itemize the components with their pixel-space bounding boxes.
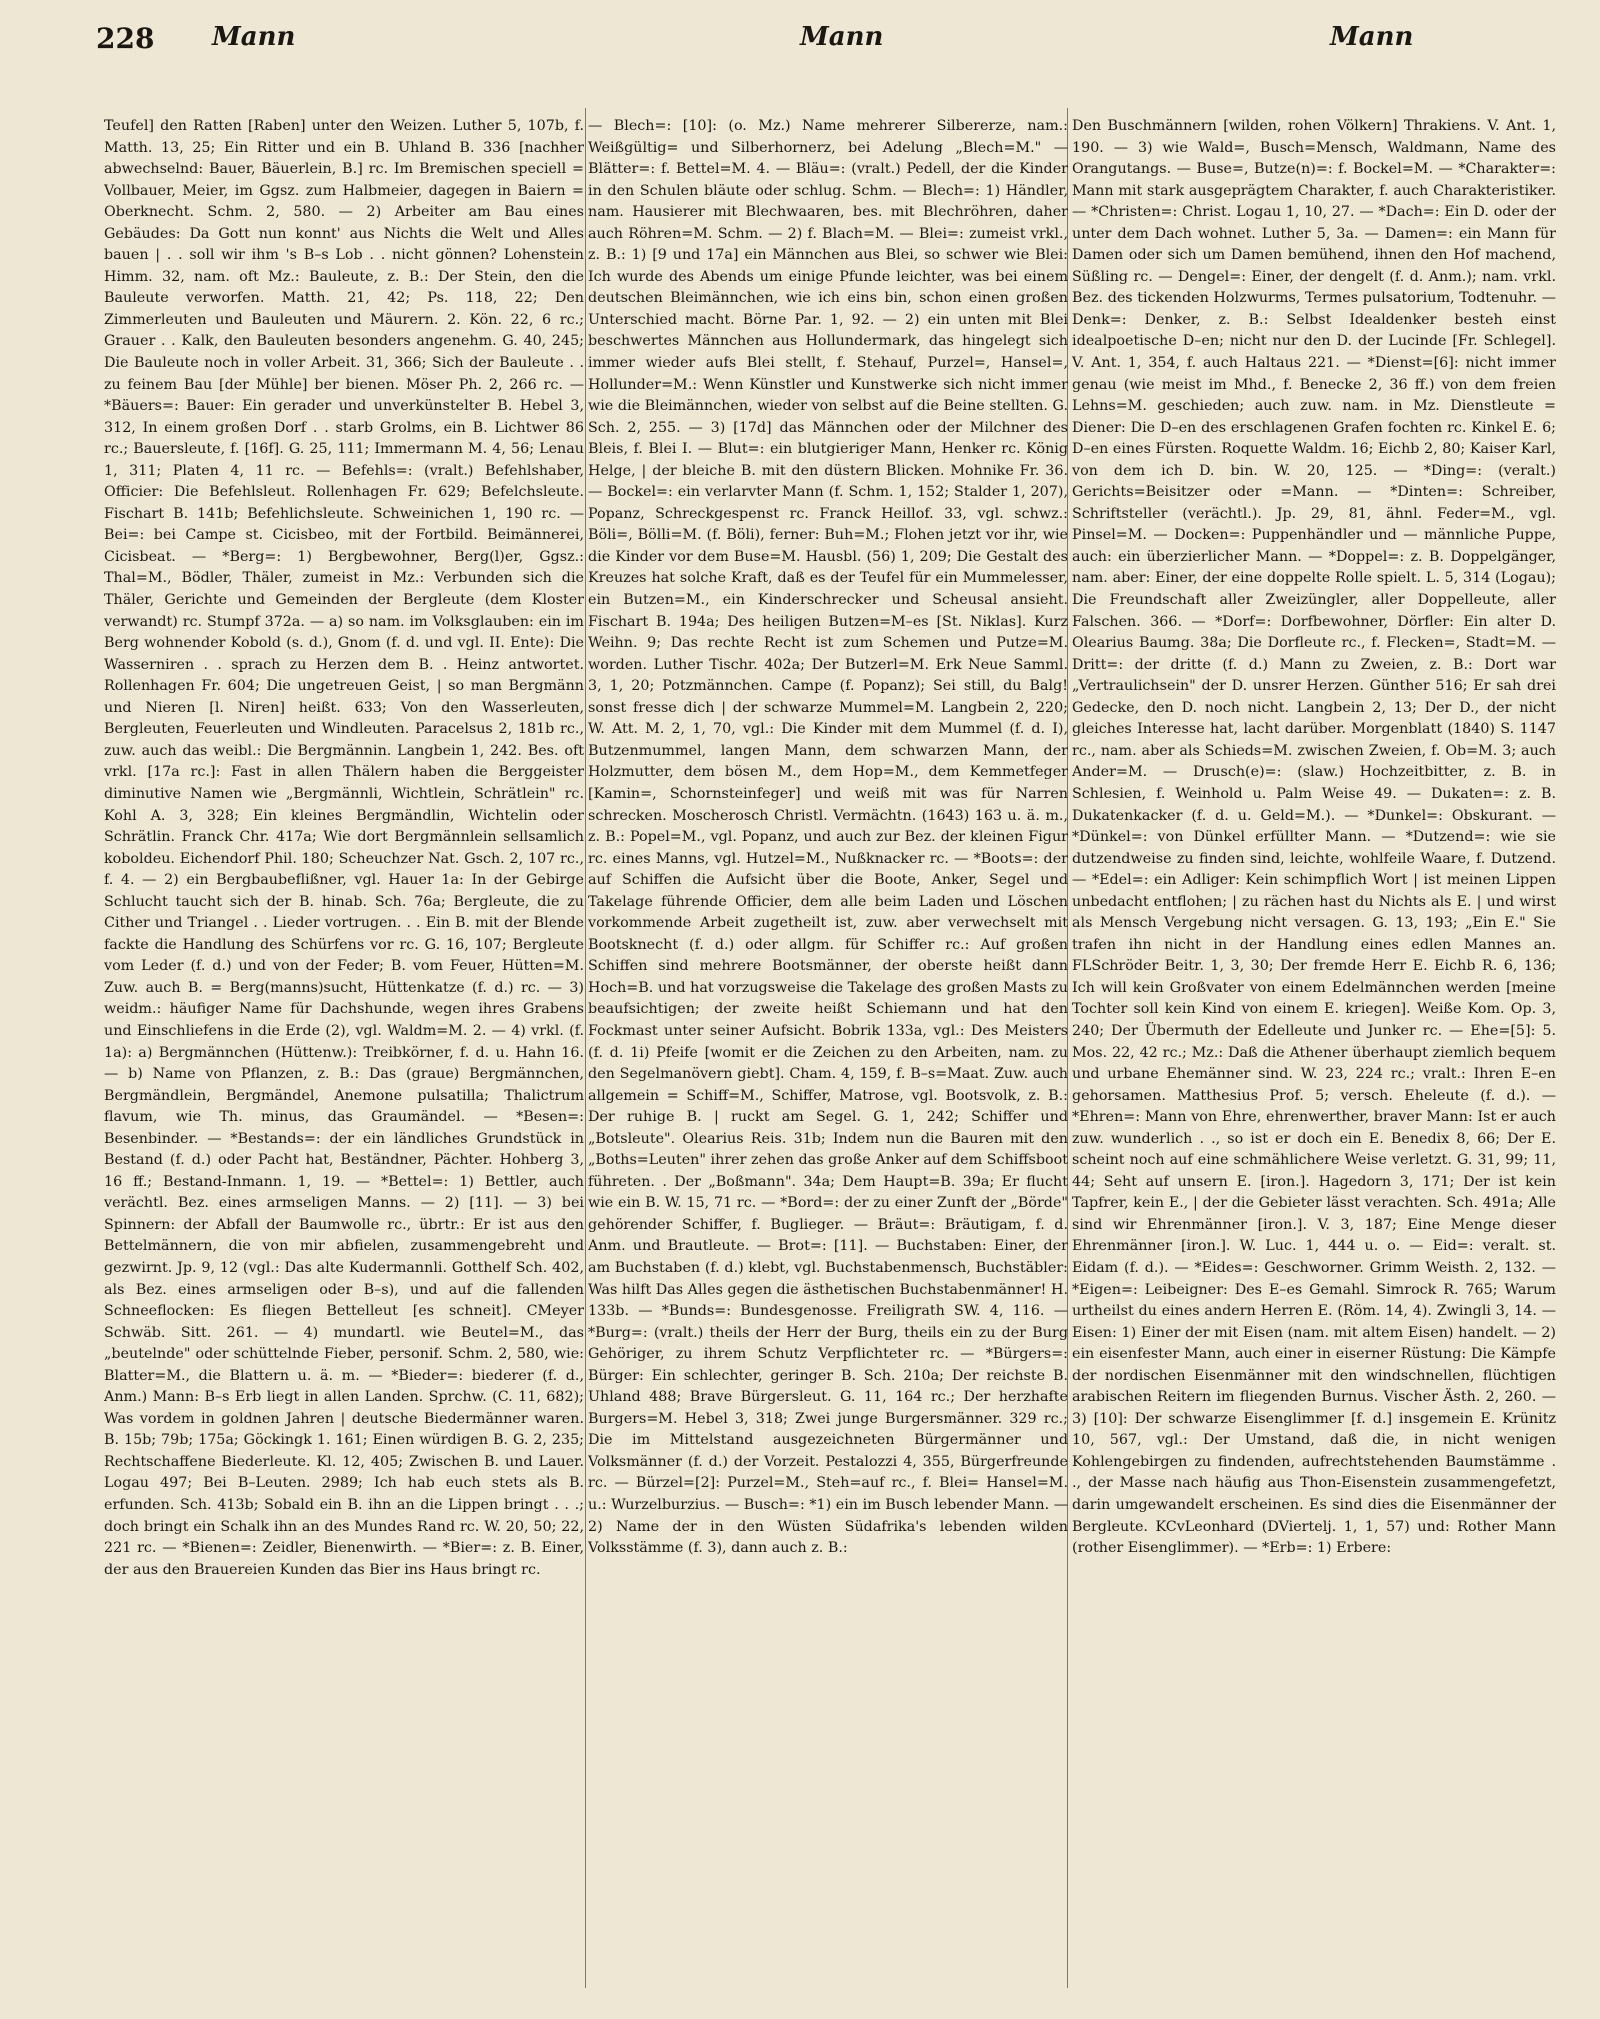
- text-column-left: [104, 116, 584, 1986]
- text-column-middle: [588, 116, 1068, 1986]
- column-text: — Blech=: [10]: (o. Mz.) Name mehrerer Silbererze, nam.: Weißgültig= und Silberhornerz, bei Adelung „Blech=M." — Blätter=: f. Bettel=M. 4. — Bläu=: (vralt.) Pedell, der die Kinder in den Schulen bläute oder schlug. Schm. — Blech=: 1) Händler, nam. Hausierer mit Blechwaaren, bes. mit Blechröhren, daher auch Röhren=M. Schm. — 2) f. Blach=M. — Blei=: zumeist vrkl., z. B.: 1) [9 und 17a] ein Männchen aus Blei, so schwer wie Blei: Ich wurde des Abends um einige Pfunde leichter, was bei einem deutschen Bleimännchen, wie ich eins bin, schon einen großen Unterschied macht. Börne Par. 1, 92. — 2) ein unten mit Blei beschwertes Männchen aus Hollundermark, das hingelegt sich immer wieder aufs Blei stellt, f. Stehauf, Purzel=, Hansel=, Hollunder=M.: Wenn Künstler und Kunstwerke sich nicht immer wie die Bleimännchen, wieder von selbst auf die Beine stellten. G. Sch. 2, 255. — 3) [17d] das Männchen oder der Milchner des Bleis, f. Blei I. — Blut=: ein blutgieriger Mann, Henker rc. König Helge, | der bleiche B. mit den düstern Blicken. Mohnike Fr. 36. — Bockel=: ein verlarvter Mann (f. Schm. 1, 152; Stalder 1, 207), Popanz, Schreckgespenst rc. Franck Heillof. 33, vgl. schwz.: Böli=, Bölli=M. (f. Böli), ferner: Buh=M.; Flohen jetzt vor ihr, wie die Kinder vor dem Buse=M. Hausbl. (56) 1, 209; Die Gestalt des Kreuzes hat solche Kraft, daß es der Teufel für ein Mummelesser, ein Butzen=M., ein Kinderschrecker und Scheusal ansieht. Fischart B. 194a; Des heiligen Butzen=M–es [St. Niklas]. Kurz Weihn. 9; Das rechte Recht ist zum Schemen und Putze=M. worden. Luther Tischr. 402a; Der Butzerl=M. Erk Neue Samml. 3, 1, 20; Potzmännchen. Campe (f. Popanz); Sei still, du Balg! sonst fresse dich | der schwarze Mummel=M. Langbein 2, 220; W. Att. M. 2, 1, 70, vgl.: Die Kinder mit dem Mummel (f. d. I), Butzenmummel, langen Mann, dem schwarzen Mann, der Holzmutter, dem bösen M., dem Hop=M., dem Kemmetfeger [Kamin=, Schornsteinfeger] und weiß mit was für Narren schrecken. Moscherosch Christl. Vermächtn. (1643) 163 u. ä. m., z. B.: Popel=M., vgl. Popanz, und auch zur Bez. der kleinen Figur rc. eines Manns, vgl. Hutzel=M., Nußknacker rc. — *Boots=: der auf Schiffen die Aufsicht über die Boote, Anker, Segel und Takelage führende Officier, dem alle beim Laden und Löschen vorkommende Arbeit zugetheilt ist, zuw. aber verwechselt mit Bootsknecht (f. d.) oder allgm. für Schiffer rc.: Auf großen Schiffen sind mehrere Bootsmänner, der oberste heißt dann Hoch=B. und hat vorzugsweise die Takelage des großen Masts zu beaufsichtigen; der zweite heißt Schiemann und hat den Fockmast unter seiner Aufsicht. Bobrik 133a, vgl.: Des Meisters (f. d. 1i) Pfeife [womit er die Zeichen zu den Arbeiten, nam. zu den Segelmanövern giebt]. Cham. 4, 159, f. B–s=Maat. Zuw. auch allgemein = Schiff=M., Schiffer, Matrose, vgl. Bootsvolk, z. B.: Der ruhige B. | ruckt am Segel. G. 1, 242; Schiffer und „Botsleute". Olearius Reis. 31b; Indem nun die Bauren mit den „Boths=Leuten" ihrer zehen das große Anker auf dem Schiffsboot führeten. . Der „Boßmann". 34a; Dem Haupt=B. 39a; Er flucht wie ein B. W. 15, 71 rc. — *Bord=: der zu einer Zunft der „Börde" gehörender Schiffer, f. Buglieger. — Bräut=: Bräutigam, f. d. Anm. und Brautleute. — Brot=: [11]. — Buchstaben: Einer, der am Buchstaben (f. d.) klebt, vgl. Buchstabenmensch, Buchstäbler: Was hilft Das Alles gegen die ästhetischen Buchstabenmänner! H. 133b. — *Bunds=: Bundesgenosse. Freiligrath SW. 4, 116. — *Burg=: (vralt.) theils der Herr der Burg, theils ein zu der Burg Gehöriger, zu ihrem Schutz Verpflichteter rc. — *Bürgers=: Bürger: Ein schlechter, geringer B. Sch. 210a; Der reichste B. Uhland 488; Brave Bürgersleut. G. 11, 164 rc.; Der herzhafte Burgers=M. Hebel 3, 318; Zwei junge Burgersmänner. 329 rc.; Die im Mittelstand ausgezeichneten Bürgermänner und Volksmänner (f. d.) der Vorzeit. Pestalozzi 4, 355, Bürgerfreunde rc. — Bürzel=[2]: Purzel=M., Steh=auf rc., f. Blei= Hansel=M. u.: Wurzelburzius. — Busch=: *1) ein im Busch lebender Mann. — 2) Name der in den Wüsten Südafrika's lebenden wilden Volksstämme (f. 3), dann auch z. B.:: [588, 118, 1068, 1557]
- column-text: Teufel] den Ratten [Raben] unter den Weizen. Luther 5, 107b, f. Matth. 13, 25; Ein Ritter und ein B. Uhland B. 336 [nachher abwechselnd: Bauer, Bäuerlein, B.] rc. Im Bremischen speciell = Vollbauer, Meier, im Ggsz. zum Halbmeier, dagegen in Baiern = Oberknecht. Schm. 2, 580. — 2) Arbeiter am Bau eines Gebäudes: Da Gott nun konnt' aus Nichts die Welt und Alles bauen | . . soll wir ihm 's B–s Lob . . nicht gönnen? Lohenstein Himm. 32, nam. oft Mz.: Bauleute, z. B.: Der Stein, den die Bauleute verworfen. Matth. 21, 42; Ps. 118, 22; Den Zimmerleuten und Bauleuten und Mäurern. 2. Kön. 22, 6 rc.; Grauer . . Kalk, den Bauleuten besonders angenehm. G. 40, 245; Die Bauleute noch in voller Arbeit. 31, 366; Sich der Bauleute . . zu feinem Bau [der Mühle] ber bienen. Möser Ph. 2, 266 rc. — *Bäuers=: Bauer: Ein gerader und unverkünstelter B. Hebel 3, 312, In einem großen Dorf . . starb Grolms, ein B. Lichtwer 86 rc.; Bauersleute, f. [16f]. G. 25, 111; Immermann M. 4, 56; Lenau 1, 311; Platen 4, 11 rc. — Befehls=: (vralt.) Befehlshaber, Officier: Die Befehlsleut. Rollenhagen Fr. 629; Befelchsleute. Fischart B. 141b; Befehlichsleute. Schweinichen 1, 190 rc. — Bei=: bei Campe st. Cicisbeo, mit der Fortbild. Beimännerei, Cicisbeat. — *Berg=: 1) Bergbewohner, Berg(l)er, Ggsz.: Thal=M., Bödler, Thäler, zumeist in Mz.: Verbunden sich die Thäler, Gerichte und Gemeinden der Bergleute (dem Kloster verwandt) rc. Stumpf 372a. — a) so nam. im Volksglauben: ein im Berg wohnender Kobold (s. d.), Gnom (f. d. und vgl. II. Ente): Die Wasserniren . . sprach zu Herzen dem B. . Heinz antwortet. Rollenhagen Fr. 604; Die ungetreuen Geist, | so man Bergmänn und Nieren [l. Niren] heißt. 633; Von den Wasserleuten, Bergleuten, Feuerleuten und Windleuten. Paracelsus 2, 181b rc., zuw. auch das weibl.: Die Bergmännin. Langbein 1, 242. Bes. oft vrkl. [17a rc.]: Fast in allen Thälern haben die Berggeister diminutive Namen wie „Bergmännli, Wichtlein, Schrätlein" rc. Kohl A. 3, 328; Ein kleines Bergmändlin, Wichtelin oder Schrätlin. Franck Chr. 417a; Wie dort Bergmännlein sellsamlich koboldeu. Eichendorf Phil. 180; Scheuchzer Nat. Gsch. 2, 107 rc., f. 4. — 2) ein Bergbaubeflißner, vgl. Hauer 1a: In der Gebirge Schlucht taucht sich der B. hinab. Sch. 76a; Bergleute, die zu Cither und Triangel . . Lieder vortrugen. . . Ein B. mit der Blende fackte die Handlung des Schürfens vor rc. G. 16, 107; Bergleute vom Leder (f. d.) und von der Feder; B. vom Feuer, Hütten=M. Zuw. auch B. = Berg(manns)sucht, Hüttenkatze (f. d.) rc. — 3) weidm.: häufiger Name für Dachshunde, wegen ihres Grabens und Einschliefens in die Erde (2), vgl. Waldm=M. 2. — 4) vrkl. (f. 1a): a) Bergmännchen (Hüttenw.): Treibkörner, f. d. u. Hahn 16. — b) Name von Pflanzen, z. B.: Das (graue) Bergmännchen, Bergmändlein, Bergmändel, Anemone pulsatilla; Thalictrum flavum, wie Th. minus, das Graumändel. — *Besen=: Besenbinder. — *Bestands=: der ein ländliches Grundstück in Bestand (f. d.) oder Pacht hat, Beständner, Pächter. Hohberg 3, 16 ff.; Bestand-Inmann. 1, 19. — *Bettel=: 1) Bettler, auch verächtl. Bez. eines armseligen Manns. — 2) [11]. — 3) bei Spinnern: der Abfall der Baumwolle rc., übrtr.: Er ist aus den Bettelmännern, die von mir abfielen, zusammengebreht und gezwirnt. Jp. 9, 12 (vgl.: Das alte Kudermannli. Gotthelf Sch. 402, als Bez. eines armseligen oder B–s), und auf die fallenden Schneeflocken: Es fliegen Bettelleut [es schneit]. CMeyer Schwäb. Sitt. 261. — 4) mundartl. wie Beutel=M., das „beutelnde" oder schüttelnde Fieber, personif. Schm. 2, 580, wie: Blatter=M., die Blattern u. ä. m. — *Bieder=: biederer (f. d., Anm.) Mann: B–s Erb liegt in allen Landen. Sprchw. (C. 11, 682); Was vordem in goldnen Jahren | deutsche Biedermänner waren. B. 15b; 79b; 175a; Göckingk 1. 161; Einen würdigen B. G. 2, 235; Rechtschaffene Biederleute. Kl. 12, 405; Zwischen B. und Lauer. Logau 497; Bei B–Leuten. 2989; Ich hab euch stets als B. erfunden. Sch. 413b; Sobald ein B. ihn an die Lippen bringt . . .; doch bringt ein Schalk ihn an des Mundes Rand rc. W. 20, 50; 22, 221 rc. — *Bienen=: Zeidler, Bienenwirth. — *Bier=: z. B. Einer, der aus den Brauereien Kunden das Bier ins Haus bringt rc.: [104, 118, 584, 1578]
- column-divider: [585, 108, 586, 1988]
- running-head-right: Mann: [1330, 22, 1414, 52]
- column-text: Den Buschmännern [wilden, rohen Völkern] Thrakiens. V. Ant. 1, 190. — 3) wie Wald=, Busch=Mensch, Waldmann, Name des Orangutangs. — Buse=, Butze(n)=: f. Bockel=M. — *Charakter=: Mann mit stark ausgeprägtem Charakter, f. auch Charakteristiker. — *Christen=: Christ. Logau 1, 10, 27. — *Dach=: Ein D. oder der unter dem Dach wohnet. Luther 5, 3a. — Damen=: ein Mann für Damen oder sich um Damen bemühend, ihnen den Hof machend, Süßling rc. — Dengel=: Einer, der dengelt (f. d. Anm.); nam. vrkl. Bez. des tickenden Holzwurms, Termes pulsatorium, Todtenuhr. — Denk=: Denker, z. B.: Selbst Idealdenker besteh einst idealpoetische D–en; nicht nur den D. der Lucinde [Fr. Schlegel]. V. Ant. 1, 354, f. auch Haltaus 221. — *Dienst=[6]: nicht immer genau (wie meist im Mhd., f. Benecke 2, 36 ff.) von dem freien Lehns=M. geschieden; auch zuw. nam. in Mz. Dienstleute = Diener: Die D–en des erschlagenen Grafen fochten rc. Kinkel E. 6; D–en eines Fürsten. Roquette Waldm. 16; Eichb 2, 80; Kaiser Karl, von dem ich D. bin. W. 20, 125. — *Ding=: (veralt.) Gerichts=Beisitzer oder =Mann. — *Dinten=: Schreiber, Schriftsteller (verächtl.). Jp. 29, 81, ähnl. Feder=M., vgl. Pinsel=M. — Docken=: Puppenhändler und — männliche Puppe, auch: ein überzierlicher Mann. — *Doppel=: z. B. Doppelgänger, nam. aber: Einer, der eine doppelte Rolle spielt. L. 5, 314 (Logau); Die Freundschaft aller Zweizüngler, aller Doppelleute, aller Falschen. 366. — *Dorf=: Dorfbewohner, Dörfler: Ein alter D. Olearius Baumg. 38a; Die Dorfleute rc., f. Flecken=, Stadt=M. — Dritt=: der dritte (f. d.) Mann zu Zweien, z. B.: Dort war „Vertraulichsein" der D. unsrer Herzen. Günther 516; Er sah drei Gedecke, den D. noch nicht. Langbein 2, 13; Der D., der nicht gleiches Interesse hat, lacht darüber. Morgenblatt (1840) S. 1147 rc., nam. aber als Schieds=M. zwischen Zweien, f. Ob=M. 3; auch Ander=M. — Drusch(e)=: (slaw.) Hochzeitbitter, z. B. in Schlesien, f. Weinhold u. Palm Weise 49. — Dukaten=: z. B. Dukatenkacker (f. d. u. Geld=M.). — *Dunkel=: Obskurant. — *Dünkel=: von Dünkel erfüllter Mann. — *Dutzend=: wie sie dutzendweise zu finden sind, leichte, wohlfeile Waare, f. Dutzend. — *Edel=: ein Adliger: Kein schimpflich Wort | ist meinen Lippen unbedacht entflohen; | zu rächen hast du Nichts als E. | und wirst als Mensch Vergebung nicht versagen. G. 13, 193; „Ein E." Sie trafen ihn nicht in der Handlung eines edlen Mannes an. FLSchröder Beitr. 1, 3, 30; Der fremde Herr E. Eichb R. 6, 136; Ich will kein Großvater von einem Edelmännchen werden [meine Tochter soll kein Kind von einem E. kriegen]. Weiße Kom. Op. 3, 240; Der Übermuth der Edelleute und Junker rc. — Ehe=[5]: 5. Mos. 22, 42 rc.; Mz.: Daß die Athener überhaupt ziemlich bequem und urbane Ehemänner sind. W. 23, 224 rc.; vralt.: Ihren E–en gehorsamen. Matthesius Prof. 5; versch. Eheleute (f. d.). — *Ehren=: Mann von Ehre, ehrenwerther, braver Mann: Ist er auch zuw. wunderlich . ., so ist er doch ein E. Benedix 8, 66; Der E. scheint noch auf eine schmählichere Weise verletzt. G. 31, 99; 11, 44; Seht auf unsern E. [iron.]. Hagedorn 3, 171; Der ist kein Tapfrer, kein E., | der die Gebieter lässt verachten. Sch. 491a; Alle sind wir Ehrenmänner [iron.]. V. 3, 187; Eine Menge dieser Ehrenmänner [iron.]. W. Luc. 1, 444 u. o. — Eid=: veralt. st. Eidam (f. d.). — *Eides=: Geschworner. Grimm Weisth. 2, 132. — *Eigen=: Leibeigner: Des E–es Gemahl. Simrock R. 765; Warum urtheilst du eines andern Herren E. (Röm. 14, 4). Zwingli 3, 14. — Eisen: 1) Einer der mit Eisen (nam. mit altem Eisen) handelt. — 2) ein eisenfester Mann, auch einer in eiserner Rüstung: Die Kämpfe der nordischen Eisenmänner mit den windschnellen, flüchtigen arabischen Reitern im fliegenden Burnus. Vischer Ästh. 2, 260. — 3) [10]: Der schwarze Eisenglimmer [f. d.] insgemein E. Krünitz 10, 567, vgl.: Der Umstand, daß die, in nicht wenigen Kohlengebirgen zu findenden, aufrechtstehenden Baumstämme . ., der Masse nach häufig aus Thon-Eisenstein zusammengefetzt, darin umgewandelt erscheinen. Es sind dies die Eisenmänner der Bergleute. KCvLeonhard (DViertelj. 1, 1, 57) und: Rother Mann (rother Eisenglimmer). — *Erb=: 1) Erbere:: [1072, 118, 1556, 1557]
- page-number: 228: [96, 22, 155, 55]
- text-column-right: [1072, 116, 1556, 1986]
- running-head-left: Mann: [212, 22, 296, 52]
- running-head-center: Mann: [800, 22, 884, 52]
